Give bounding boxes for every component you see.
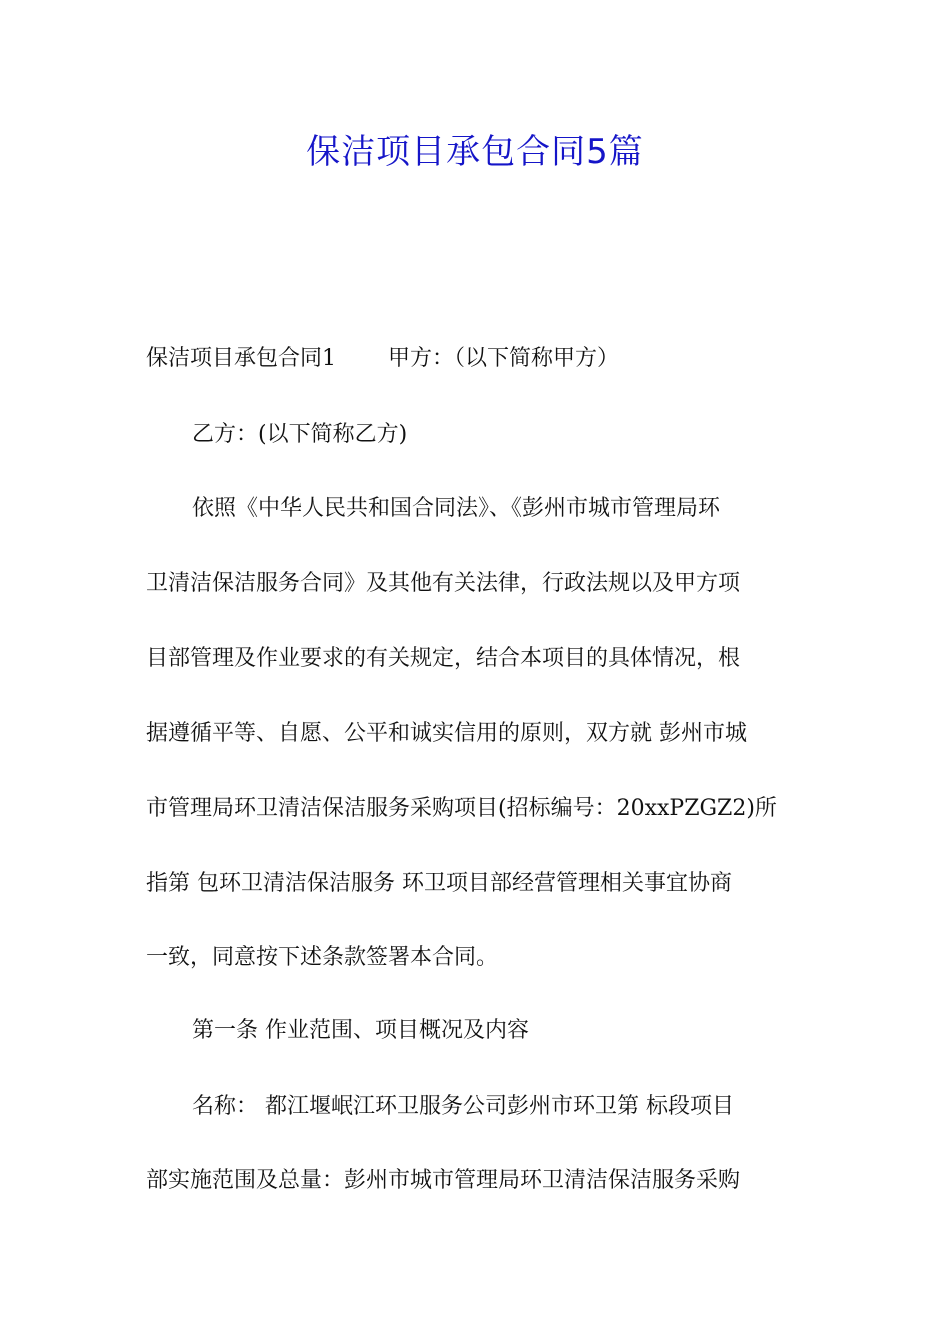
- contract-heading-line: [146, 344, 806, 374]
- party-a-label: 甲方：（以下简称甲方）: [388, 346, 620, 371]
- contract-number-label: 保洁项目承包合同1: [146, 346, 336, 371]
- paragraph-line: 一致，同意按下述条款签署本合同。: [146, 945, 499, 970]
- paragraph-line: 据遵循平等、自愿、公平和诚实信用的原则，双方就 彭州市城: [146, 721, 747, 746]
- document-title: 保洁项目承包合同5篇: [306, 132, 644, 172]
- paragraph-line: 名称： 都江堰岷江环卫服务公司彭州市环卫第 标段项目: [192, 1094, 734, 1119]
- party-b-line: 乙方：(以下简称乙方): [192, 422, 408, 447]
- paragraph-line: 卫清洁保洁服务合同》及其他有关法律，行政法规以及甲方项: [146, 571, 741, 596]
- paragraph-line: 市管理局环卫清洁保洁服务采购项目(招标编号：20xxPZGZ2)所: [146, 796, 777, 821]
- paragraph-line: 指第 包环卫清洁保洁服务 环卫项目部经营管理相关事宜协商: [146, 871, 732, 896]
- paragraph-line: 依照《中华人民共和国合同法》、《彭州市城市管理局环: [192, 496, 721, 521]
- paragraph-line: 目部管理及作业要求的有关规定，结合本项目的具体情况，根: [146, 646, 741, 671]
- paragraph-line: 部实施范围及总量：彭州市城市管理局环卫清洁保洁服务采购: [146, 1168, 741, 1193]
- article-heading: 第一条 作业范围、项目概况及内容: [192, 1018, 529, 1043]
